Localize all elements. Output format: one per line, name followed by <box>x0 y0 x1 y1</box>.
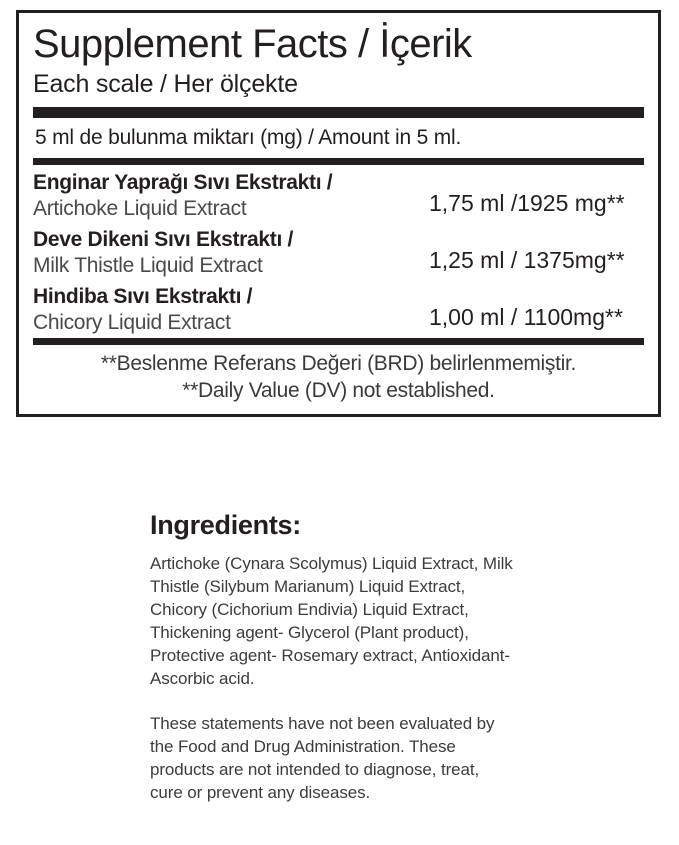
fda-disclaimer: These statements have not been evaluated by the Food and Drug Administration. These products are not intended to diagnose, treat, cure or prevent any diseases. <box>150 714 495 802</box>
nutrient-names <box>33 284 423 336</box>
table-row <box>33 167 644 224</box>
supplement-facts-panel <box>16 10 661 417</box>
nutrient-name-tr: Enginar Yaprağı Sıvı Ekstraktı / <box>33 171 333 194</box>
nutrient-names <box>33 227 423 279</box>
ingredients-list: Artichoke (Cynara Scolymus) Liquid Extract, Milk Thistle (Silybum Marianum) Liquid Extract, Chicory (Cichorium Endivia) Liquid Extract, Thickening agent- Glycerol (Plant product), Protective agent- Rosemary extract, Antioxidant- Ascorbic acid. <box>150 554 513 688</box>
footnote-block <box>33 345 644 404</box>
serving-size-label: Each scale / Her ölçekte <box>33 70 298 98</box>
nutrient-name-en: Milk Thistle Liquid Extract <box>33 254 263 277</box>
table-row <box>33 224 644 281</box>
table-row <box>33 281 644 338</box>
nutrient-rows <box>33 165 644 338</box>
supplement-facts-title: Supplement Facts / İçerik <box>33 22 472 66</box>
ingredients-section <box>150 508 570 804</box>
ingredients-title: Ingredients: <box>150 510 301 540</box>
footnote-tr: **Beslenme Referans Değeri (BRD) belirlenmemiştir. <box>100 352 577 375</box>
nutrient-name-en: Chicory Liquid Extract <box>33 311 231 334</box>
nutrient-names <box>33 170 423 222</box>
divider-medium <box>33 158 644 165</box>
divider-thick-top <box>33 107 644 118</box>
nutrient-amount: 1,75 ml /1925 mg** <box>429 190 625 216</box>
nutrient-amount: 1,00 ml / 1100mg** <box>429 304 623 330</box>
amount-per-serving-label: 5 ml de bulunma miktarı (mg) / Amount in 5 ml. <box>35 126 462 149</box>
footnote-en: **Daily Value (DV) not established. <box>182 379 495 402</box>
divider-medium-bottom <box>33 338 644 345</box>
nutrient-name-en: Artichoke Liquid Extract <box>33 197 247 220</box>
nutrient-name-tr: Deve Dikeni Sıvı Ekstraktı / <box>33 228 294 251</box>
nutrient-amount: 1,25 ml / 1375mg** <box>429 247 625 273</box>
nutrient-name-tr: Hindiba Sıvı Ekstraktı / <box>33 285 253 308</box>
